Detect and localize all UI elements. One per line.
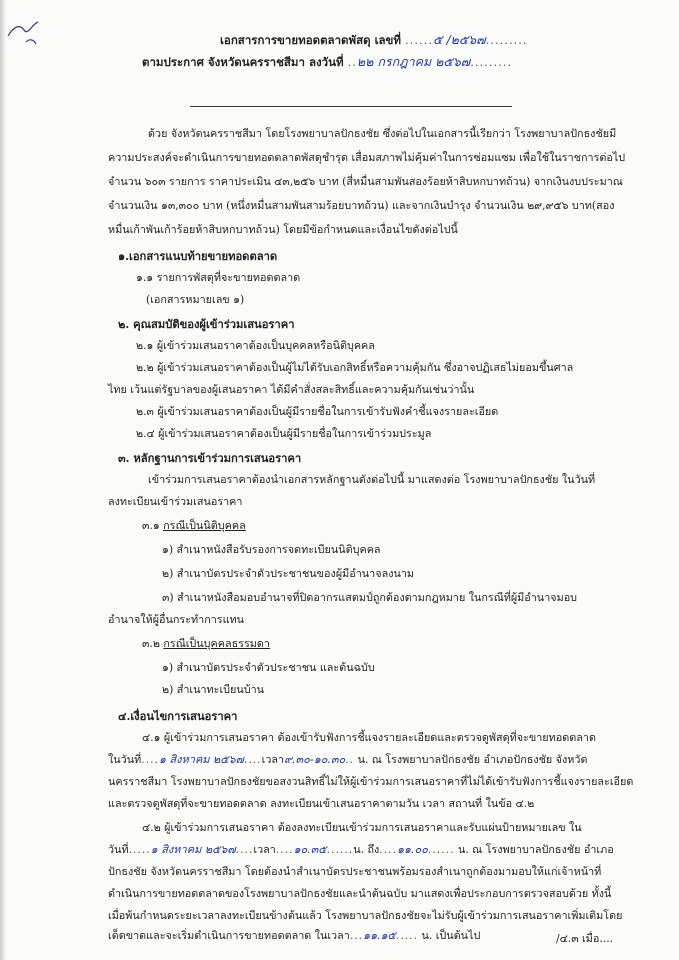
section-3-2-heading — [142, 634, 270, 654]
doc-number-line: เอกสารการขายทอดตลาดพัสดุ เลขที่ ......๕ /๒๕๖๗......... — [220, 32, 528, 47]
section-3-intro-2: ลงทะเบียนเข้าร่วมเสนอราคา — [108, 495, 243, 508]
section-3-2-number: ๓.๒ — [142, 637, 160, 650]
section-3-title: ๓. หลักฐานการเข้าร่วมการเสนอราคา — [118, 451, 302, 465]
section-4-1-line-2: ในวันที่....๑ สิงหาคม ๒๕๖๗....เวลา๙.๓๐-๑๐.๓๐.. น. ณ โรงพยาบาลปักธงชัย อำเภอปักธงชัย จังหวัด — [108, 753, 588, 766]
p2-date: ๑ สิงหาคม ๒๕๖๗ — [150, 843, 236, 856]
section-1-item-1-ref: (เอกสารหมายเลข ๑) — [146, 293, 245, 306]
p1-date-label: ในวันที่ — [108, 753, 142, 766]
section-3-2-title: กรณีเป็นบุคคลธรรมดา — [163, 637, 270, 650]
scan-edge-shadow — [0, 0, 6, 960]
section-2-item-4: ๒.๔ ผู้เข้าร่วมเสนอราคาต้องเป็นผู้มีรายชื่อในการเข้าร่วมประมูล — [136, 427, 432, 440]
section-3-1-heading — [142, 516, 246, 536]
section-3-1-item-2: ๒) สำเนาบัตรประจำตัวประชาชนของผู้มีอำนาจลงนาม — [162, 567, 415, 580]
section-2-item-1: ๒.๑ ผู้เข้าร่วมเสนอราคาต้องเป็นบุคคลหรือนิติบุคคล — [136, 339, 375, 352]
doc-title-label: เอกสารการขายทอดตลาดพัสดุ เลขที่ — [220, 33, 401, 47]
section-2-item-2-cont: ไทย เว้นแต่รัฐบาลของผู้เสนอราคา ได้มีคำสั่งสละสิทธิ์และความคุ้มกันเช่นว่านั้น — [108, 383, 475, 396]
section-3-1-item-3-cont: อำนาจให้ผู้อื่นกระทำการแทน — [108, 613, 245, 626]
section-3-1-title: กรณีเป็นนิติบุคคล — [163, 519, 246, 532]
section-4-1-line-4: และตรวจดูพัสดุที่จะขายทอดตลาด ลงทะเบียนเข้าเสนอราคาตามวัน เวลา สถานที่ ในข้อ ๔.๒ — [108, 797, 535, 810]
intro-line-5: หมื่นเก้าพันเก้าร้อยห้าสิบหกบาทถ้วน) โดยมีข้อกำหนดและเงื่อนไขดังต่อไปนี้ — [108, 223, 458, 236]
p2-start-time: ๑๑.๑๕ — [363, 929, 396, 942]
doc-number: ๕ /๒๕๖๗ — [432, 32, 486, 47]
p2-time-label: เวลา — [253, 843, 276, 856]
p2-line-6-pre: เด็ดขาดและจะเริ่มดำเนินการขายทอดตลาด ในเวลา — [108, 929, 350, 942]
section-4-2-line-1: ๔.๒ ผู้เข้าร่วมการเสนอราคา ต้องลงทะเบียนเข้าร่วมการเสนอราคาและรับแผ่นป้ายหมายเลข ใน — [142, 821, 582, 834]
section-3-2-item-1: ๑) สำเนาบัตรประจำตัวประชาชน และต้นฉบับ — [162, 661, 375, 674]
section-4-2-line-3: ปักธงชัย จังหวัดนครราชสีมา โดยต้องนำสำเนาบัตรประชาชนพร้อมรองสำเนาถูกต้องมามอบให้แก่เจ้าหน้าที่ — [108, 865, 602, 878]
section-4-1-line-1: ๔.๑ ผู้เข้าร่วมการเสนอราคา ต้องเข้ารับฟังการชี้แจงรายละเอียดและตรวจดูพัสดุที่จะขายทอดตลาด — [142, 731, 596, 744]
page-continuation: /๔.๓ เมื่อ.... — [556, 932, 614, 945]
section-2-item-3: ๒.๓ ผู้เข้าร่วมเสนอราคาต้องเป็นผู้มีรายชื่อในการเข้ารับฟังคำชี้แจงรายละเอียด — [136, 405, 499, 418]
section-3-2-item-2: ๒) สำเนาทะเบียนบ้าน — [162, 683, 265, 696]
p1-time-label: เวลา — [261, 753, 285, 766]
p2-time-from: ๑๐.๓๕ — [293, 843, 327, 856]
section-4-2-line-5: เมื่อพ้นกำหนดระยะเวลาลงทะเบียนข้างต้นแล้ว โรงพยาบาลปักธงชัยจะไม่รับผู้เข้าร่วมการเสนอราคาเพิ่มเติมโดย — [108, 909, 623, 922]
p1-time: ๙.๓๐-๑๐.๓๐ — [284, 753, 346, 766]
section-4-1-line-3: นครราชสีมา โรงพยาบาลปักธงชัยขอสงวนสิทธิ์ไม่ให้ผู้เข้าร่วมการเสนอราคาที่ไม่ได้เข้ารับฟังการชี้แจงรายละเอียด — [108, 775, 634, 788]
p2-line-6-post: น. เป็นต้นไป — [421, 929, 481, 942]
p2-time-to: ๑๑.๐๐ — [397, 843, 428, 856]
section-2-item-2: ๒.๒ ผู้เข้าร่วมเสนอราคาต้องเป็นผู้ไม่ได้รับเอกสิทธิ์หรือความคุ้มกัน ซึ่งอาจปฏิเสธไม่ยอมขึ้นศาล — [136, 361, 574, 374]
p2-date-label: วันที่ — [108, 843, 129, 856]
section-1-item-1: ๑.๑ รายการพัสดุที่จะขายทอดตลาด — [136, 271, 301, 284]
p2-line-2-rest: น. ณ โรงพยาบาลปักธงชัย อำเภอ — [457, 843, 614, 856]
intro-line-2: ความประสงค์จะดำเนินการขายทอดตลาดพัสดุชำรุด เสื่อมสภาพไม่คุ้มค่าในการซ่อมแซม เพื่อใช้ในราชการต่อไป — [108, 151, 626, 164]
section-1-title: ๑.เอกสารแนบท้ายขายทอดตลาด — [118, 249, 278, 263]
pen-scribble-mark — [6, 16, 46, 50]
section-4-title: ๔.เงื่อนไขการเสนอราคา — [118, 709, 238, 723]
p1-line-2-rest: น. ณ โรงพยาบาลปักธงชัย อำเภอปักธงชัย จังหวัด — [357, 753, 588, 766]
section-3-intro-1: เข้าร่วมการเสนอราคาต้องนำเอกสารหลักฐานดังต่อไปนี้ มาแสดงต่อ โรงพยาบาลปักธงชัย ในวันที่ — [148, 473, 596, 486]
section-4-2-line-6: เด็ดขาดและจะเริ่มดำเนินการขายทอดตลาด ในเวลา...๑๑.๑๕..... น. เป็นต้นไป — [108, 929, 481, 942]
announce-date: ๒๒ กรกฎาคม ๒๕๖๗ — [356, 54, 471, 69]
header-divider — [190, 106, 512, 107]
section-3-1-number: ๓.๑ — [142, 519, 160, 532]
p2-to-label: น. ถึง — [353, 843, 380, 856]
section-3-1-item-3: ๓) สำเนาหนังสือมอบอำนาจที่ปิดอากรแสตมป์ถูกต้องตามกฎหมาย ในกรณีที่ผู้มีอำนาจมอบ — [162, 591, 578, 604]
section-4-2-line-4: ดำเนินการขายทอดตลาดของโรงพยาบาลปักธงชัยและนำต้นฉบับ มาแสดงเพื่อประกอบการตรวจสอบด้วย ทั้งนี้ — [108, 887, 612, 900]
p1-date: ๑ สิงหาคม ๒๕๖๗ — [158, 753, 244, 766]
section-4-2-line-2: วันที่.....๑ สิงหาคม ๒๕๖๗....เวลา....๑๐.๓๕......น. ถึง....๑๑.๐๐...... น. ณ โรงพยาบาลปักธงชัย อำเภอ — [108, 843, 614, 856]
intro-line-1: ด้วย จังหวัดนครราชสีมา โดยโรงพยาบาลปักธงชัย ซึ่งต่อไปในเอกสารนี้เรียกว่า โรงพยาบาลปักธงชัยมี — [148, 127, 617, 140]
section-3-1-item-1: ๑) สำเนาหนังสือรับรองการจดทะเบียนนิติบุคคล — [162, 543, 381, 556]
announcement-line: ตามประกาศ จังหวัดนครราชสีมา ลงวันที่ ..๒๒ กรกฎาคม ๒๕๖๗......... — [142, 54, 513, 69]
intro-line-4: จำนวนเงิน ๑๓,๓๐๐ บาท (หนึ่งหมื่นสามพันสามร้อยบาทถ้วน) และจากเงินบำรุง จำนวนเงิน ๒๙,๙๕๖ บาท(สอง — [108, 199, 615, 212]
announce-label: ตามประกาศ จังหวัดนครราชสีมา ลงวันที่ — [142, 55, 344, 69]
section-2-title: ๒. คุณสมบัติของผู้เข้าร่วมเสนอราคา — [118, 317, 295, 331]
intro-line-3: จำนวน ๖๐๓ รายการ ราคาประเมิน ๔๓,๒๕๖ บาท (สี่หมื่นสามพันสองร้อยห้าสิบหกบาทถ้วน) จากเงินงบประมาณ — [108, 175, 623, 188]
